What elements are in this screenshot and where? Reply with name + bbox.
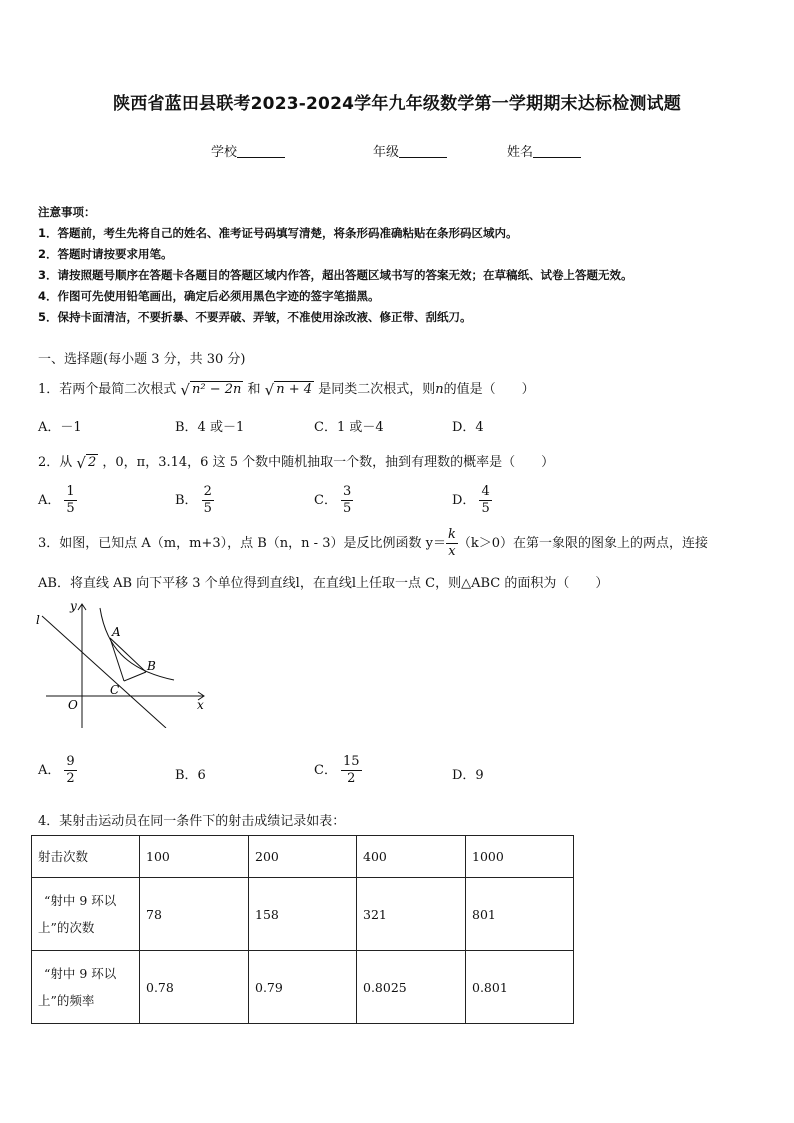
q1-option-a[interactable]: A．－1: [38, 420, 82, 435]
fraction: $\frac{4}{5}$: [481, 484, 490, 516]
name-label: 姓名: [507, 145, 534, 160]
question-1: [38, 378, 535, 398]
fraction: $\frac{3}{5}$: [342, 484, 352, 516]
q2-option-c[interactable]: C． $\frac{3}{5}$: [314, 484, 352, 516]
question-3-line-2: AB．将直线 AB 向下平移 3 个单位得到直线l，在直线l上任取一点 C，则△ABC 的面积为（ ）: [38, 576, 609, 591]
table-cell: 400: [357, 836, 466, 878]
q1-text: 和: [247, 382, 261, 397]
label-b: B: [147, 659, 156, 673]
table-cell: 100: [140, 836, 249, 878]
table-cell: “射中 9 环以 上”的频率: [32, 951, 140, 1024]
question-4: 4．某射击运动员在同一条件下的射击成绩记录如表：: [38, 814, 346, 829]
q2-text: 2．从: [38, 455, 73, 470]
fraction: $\frac{15}{2}$: [342, 754, 360, 786]
table-cell: 0.801: [466, 951, 574, 1024]
table-cell: 射击次数: [32, 836, 140, 878]
q3-option-c[interactable]: C． $\frac{15}{2}$: [314, 754, 360, 786]
label-x: x: [197, 698, 204, 712]
shooting-record-table: [31, 835, 574, 1024]
label-l: l: [36, 613, 40, 627]
q2-option-a[interactable]: A． $\frac{1}{5}$: [38, 484, 75, 516]
sqrt-expression: √ 2: [76, 454, 97, 472]
notice-item: 1．答题前，考生先将自己的姓名、准考证号码填写清楚，将条形码准确粘贴在条形码区域内。: [38, 226, 518, 240]
table-cell: 801: [466, 878, 574, 951]
q1-text: 的值是（ ）: [443, 382, 535, 397]
sqrt-expression: √ n + 4: [264, 381, 313, 399]
q1-text: 是同类二次根式，则: [318, 382, 436, 397]
fraction: $\frac{2}{5}$: [203, 484, 212, 516]
q3-text: （k＞0）在第一象限的图象上的两点，连接: [457, 536, 708, 551]
table-cell: 1000: [466, 836, 574, 878]
notice-section: [38, 202, 633, 328]
page-title: 陕西省蓝田县联考2023-2024学年九年级数学第一学期期末达标检测试题: [113, 94, 681, 114]
fraction: $\frac{1}{5}$: [66, 484, 75, 516]
question-3-line-1: [38, 527, 708, 560]
table-cell: 321: [357, 878, 466, 951]
table-cell: “射中 9 环以 上”的次数: [32, 878, 140, 951]
table-cell: 158: [249, 878, 357, 951]
school-field[interactable]: [211, 141, 285, 160]
label-o: O: [68, 698, 78, 712]
variable: n: [435, 382, 444, 397]
sqrt-expression: √ n² − 2n: [180, 381, 242, 399]
label-a: A: [112, 625, 121, 639]
notice-item: 5．保持卡面清洁，不要折暴、不要弄破、弄皱，不准使用涂改液、修正带、刮纸刀。: [38, 310, 472, 324]
fraction: $\frac{k}{x}$: [447, 527, 456, 559]
q3-option-d[interactable]: D．9: [452, 768, 484, 783]
q3-graph: [34, 598, 214, 728]
q3-option-b[interactable]: B．6: [175, 768, 206, 783]
q1-option-d[interactable]: D．4: [452, 420, 484, 435]
q2-option-b[interactable]: B． $\frac{2}{5}$: [175, 484, 212, 516]
table-cell: 78: [140, 878, 249, 951]
grade-field[interactable]: [373, 141, 447, 160]
notice-item: 3．请按照题号顺序在答题卡各题目的答题区域内作答，超出答题区域书写的答案无效；在草稿纸、试卷上答题无效。: [38, 268, 633, 282]
label-y: y: [70, 599, 77, 613]
table-row: [32, 951, 574, 1024]
q1-option-b[interactable]: B．4 或－1: [175, 420, 245, 435]
hyperbola-curve: [100, 608, 174, 680]
segment-bc: [124, 672, 146, 681]
q2-text: ，0，π，3.14，6 这 5 个数中随机抽取一个数，抽到有理数的概率是（ ）: [102, 455, 555, 470]
name-field[interactable]: [507, 141, 581, 160]
notice-item: 2．答题时请按要求用笔。: [38, 247, 173, 261]
table-row: [32, 878, 574, 951]
q3-option-a[interactable]: A． $\frac{9}{2}$: [38, 754, 75, 786]
notice-item: 4．作图可先使用铅笔画出，确定后必须用黑色字迹的签字笔描黑。: [38, 289, 380, 303]
table-row: [32, 836, 574, 878]
table-cell: 0.8025: [357, 951, 466, 1024]
table-cell: 0.79: [249, 951, 357, 1024]
label-c: C: [110, 683, 120, 697]
q1-text: 1．若两个最简二次根式: [38, 382, 177, 397]
q2-option-d[interactable]: D． $\frac{4}{5}$: [452, 484, 490, 516]
table-cell: 0.78: [140, 951, 249, 1024]
q3-text: 3．如图，已知点 A（m，m+3），点 B（n，n - 3）是反比例函数 y＝: [38, 536, 446, 551]
fraction: $\frac{9}{2}$: [66, 754, 75, 786]
notice-heading: 注意事项：: [38, 205, 96, 219]
q1-option-c[interactable]: C．1 或－4: [314, 420, 384, 435]
table-cell: 200: [249, 836, 357, 878]
grade-label: 年级: [373, 145, 400, 160]
section-heading: 一、选择题(每小题 3 分，共 30 分): [38, 352, 246, 367]
question-2: [38, 451, 554, 471]
school-label: 学校: [211, 145, 238, 160]
